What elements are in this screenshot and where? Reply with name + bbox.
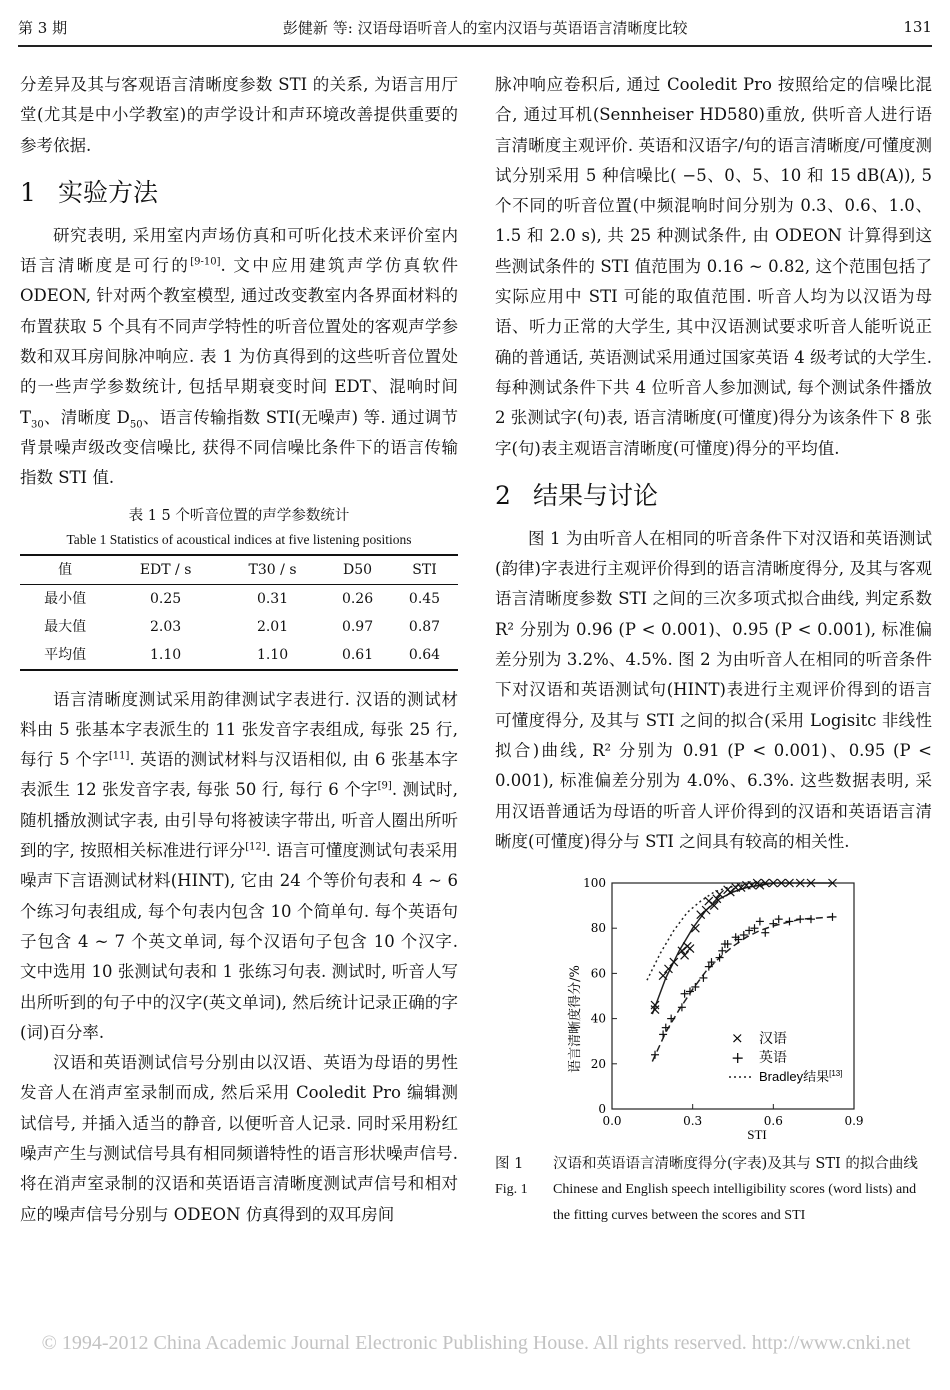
data-point-english <box>796 915 804 923</box>
text-span: 、清晰度 D <box>43 407 130 427</box>
x-axis-label: STI <box>747 1127 767 1142</box>
table-header-row <box>20 555 458 585</box>
table-header-cell: 值 <box>58 561 73 578</box>
data-point-chinese <box>681 951 689 959</box>
issue-number: 第 3 期 <box>18 18 68 37</box>
table-cell: 0.61 <box>341 646 374 663</box>
legend-label-bradley <box>759 1069 842 1084</box>
fit-curve-dotted <box>647 883 760 980</box>
data-point-chinese <box>686 945 694 953</box>
data-point-english <box>807 915 815 923</box>
section-number: 1 <box>20 177 36 207</box>
y-tick-label: 40 <box>590 1011 606 1026</box>
data-point-english <box>756 918 764 926</box>
y-tick-label: 20 <box>590 1056 606 1071</box>
data-point-chinese <box>716 890 724 898</box>
legend-label-english: 英语 <box>759 1050 787 1067</box>
table-cell: 1.10 <box>150 646 182 663</box>
table-cell: 最小值 <box>44 590 87 607</box>
data-point-chinese <box>705 897 713 905</box>
section-title: 结果与讨论 <box>533 480 659 510</box>
table-cell: 0.87 <box>408 618 441 635</box>
table-header-cell: T30 / s <box>248 561 297 578</box>
figure-caption-text: Chinese and English speech intelligibility scores (word lists) and the fitting curves between the scores and STI <box>553 1182 917 1224</box>
section-heading-2 <box>495 478 932 514</box>
figure-1 <box>495 871 932 1141</box>
legend-marker-x: × <box>731 1029 744 1048</box>
section-number: 2 <box>495 480 511 510</box>
text-span: . 语言可懂度测试句表采用噪声下言语测试材料(HINT), 它由 24 个等价句表和 4 ~ 6 个练习句表组成, 每个句表内包含 10 个简单句. 每个英语句子包含 4 ~ 7 个英文单词, 每个汉语句子包含 10 个汉字. 文中选用 10 张测试句表和 1 张练习句表. 测试时, 听音人写出所听到的句子中的汉字(英文单词), 然后统计记录正确的字(词)百分率. <box>20 841 458 1042</box>
table-cell: 1.10 <box>256 646 289 663</box>
y-axis-label: 语言清晰度得分/% <box>568 965 583 1073</box>
data-point-chinese <box>659 972 667 980</box>
data-point-english <box>775 915 783 923</box>
header-rule <box>18 45 932 47</box>
left-column <box>20 70 458 1230</box>
citation: [11] <box>108 750 130 762</box>
y-tick-label: 100 <box>583 876 606 891</box>
data-point-english <box>785 918 793 926</box>
table-cell: 2.03 <box>150 618 182 635</box>
y-tick-label: 80 <box>590 921 606 936</box>
figure-caption-cn <box>495 1151 932 1177</box>
running-title: 彭健新 等: 汉语母语听音人的室内汉语与英语语言清晰度比较 <box>282 18 688 37</box>
figure-label: Fig. 1 <box>495 1182 528 1198</box>
legend <box>729 1029 842 1084</box>
subscript: 30 <box>31 418 44 430</box>
x-tick-label: 0.3 <box>683 1114 703 1129</box>
x-tick-label: 0.0 <box>602 1114 622 1129</box>
section-title: 实验方法 <box>58 177 159 207</box>
table-cell: 0.97 <box>341 618 374 635</box>
page-number: 131 <box>903 18 932 36</box>
paragraph: 汉语和英语测试信号分别由以汉语、英语为母语的男性发音人在消声室录制而成, 然后采用 Cooledit Pro 编辑测试信号, 并插入适当的静音, 以便听音人记录. 同时采用粉红噪声产生与测试信号具有相同频谱特性的语言形状噪声信号. 将在消声室录制的汉语和英语语言清晰度测试声信号和相对应的噪声信号分别与 ODEON 仿真得到的双耳房间 <box>20 1053 458 1224</box>
figure-caption-en <box>495 1177 932 1229</box>
citation: [9] <box>377 780 392 792</box>
legend-label-bradley-text: Bradley结果 <box>759 1069 830 1085</box>
statistics-table <box>20 554 458 671</box>
citation: [12] <box>245 841 266 853</box>
table-header-cell: EDT / s <box>139 561 192 578</box>
table-header-cell: STI <box>412 561 437 578</box>
table-cell: 2.01 <box>256 618 289 635</box>
scatter-chart <box>495 871 932 1141</box>
table-cell: 0.31 <box>256 590 289 607</box>
running-header <box>18 14 932 40</box>
y-tick-label: 0 <box>598 1102 606 1117</box>
copyright-watermark: © 1994-2012 China Academic Journal Electronic Publishing House. All rights reserved. http://www.cnki.net <box>41 1332 911 1354</box>
data-point-chinese <box>702 906 710 914</box>
text-span: . 文中应用建筑声学仿真软件 ODEON, 针对两个教室模型, 通过改变教室内各界面材料的布置获取 5 个具有不同声学特性的听音位置处的客观声学参数和双耳房间脉冲响应. 表 1 为仿真得到的这些听音位置处的一些声学参数统计, 包括早期衰变时间 EDT、混响时间 T <box>20 256 459 427</box>
text-span: . 测试时, 随机播放测试字表, 由引导句将被读字带出, 听音人圈出所听到的字, 按照相关标准进行评分 <box>20 780 458 861</box>
text-span: 、语言传输指数 STI(无噪声) 等. 通过调节背景噪声级改变信噪比, 获得不同信噪比条件下的语言传输指数 STI 值. <box>20 407 458 488</box>
right-column <box>495 70 932 1229</box>
text-span: . 英语的测试材料与汉语相似, 由 6 张基本字表派生 12 张发音字表, 每张 50 行, 每行 6 个字 <box>20 750 458 800</box>
y-tick-label: 60 <box>590 966 606 981</box>
data-point-english <box>667 1015 675 1023</box>
table-cell: 0.45 <box>408 590 441 607</box>
table-cell: 0.26 <box>341 590 374 607</box>
data-point-english <box>651 1051 659 1059</box>
citation: [9-10] <box>190 256 221 268</box>
x-tick-label: 0.9 <box>844 1114 864 1129</box>
data-point-english <box>769 920 777 928</box>
table-cell: 0.64 <box>408 646 441 663</box>
figure-label: 图 1 <box>495 1156 524 1173</box>
paragraph: 分差异及其与客观语言清晰度参数 STI 的关系, 为语言用厅堂(尤其是中小学教室)的声学设计和声环境改善提供重要的参考依据. <box>20 75 458 155</box>
table-cell: 平均值 <box>44 646 87 663</box>
paragraph: 图 1 为由听音人在相同的听音条件下对汉语和英语测试(韵律)字表进行主观评价得到的语言清晰度得分, 及其与客观语言清晰度参数 STI 之间的三次多项式拟合曲线, 判定系数 R² 分别为 0.96 (P < 0.001)、0.95 (P < 0.001), 标准偏差分别为 3.2%、4.5%. 图 2 为由听音人在相同的听音条件下对汉语和英语测试句(HINT)表进行主观评价得到的语言可懂度得分, 及其与 STI 之间的拟合(采用 Logisitc 非线性拟合)曲线, R² 分别为 0.91 (P < 0.001)、0.95 (P < 0.001), 标准偏差分别为 4.0%、6.3%. 这些数据表明, 采用汉语普通话为母语的听音人评价得到的汉语和英语语言清晰度(可懂度)得分与 STI 之间具有较高的相关性. <box>495 528 932 851</box>
x-tick-label: 0.6 <box>763 1114 783 1129</box>
table-row <box>20 641 458 670</box>
table-row <box>20 584 458 613</box>
data-point-chinese <box>670 958 678 966</box>
section-heading-1 <box>20 175 458 211</box>
table-cell: 0.25 <box>150 590 182 607</box>
table-caption-en: Table 1 Statistics of acoustical indices at five listening positions <box>66 531 412 547</box>
text-span: 语言清晰度测试采用韵律测试字表进行. 汉语的测试材料由 5 张基本字表派生的 11 张发音字表组成, 每张 25 行, 每行 5 个字 <box>20 689 458 770</box>
data-point-english <box>699 974 707 982</box>
legend-citation: [13] <box>829 1069 843 1079</box>
table-cell: 最大值 <box>44 618 87 635</box>
data-point-english <box>828 913 836 921</box>
paragraph <box>20 685 458 1049</box>
figure-caption-text: 汉语和英语语言清晰度得分(字表)及其与 STI 的拟合曲线 <box>553 1156 918 1173</box>
subscript: 50 <box>129 418 143 430</box>
paragraph <box>20 221 458 494</box>
paragraph: 脉冲响应卷积后, 通过 Cooledit Pro 按照给定的信噪比混合, 通过耳机(Sennheiser HD580)重放, 供听音人进行语言清晰度主观评价. 英语和汉语字/句的语言清晰度/可懂度测试分别采用 5 种信噪比( −5、0、5、10 和 15 dB(A)), 5 个不同的听音位置(中频混响时间分别为 0.3、0.6、1.0、1.5 和 2.0 s), 共 25 种测试条件, 由 ODEON 计算得到这些测试条件的 STI 值范围为 0.16 ~ 0.82, 这个范围包括了实际应用中 STI 可能的取值范围. 听音人均为以汉语为母语、听力正常的大学生, 其中汉语测试要求听音人能听说正确的普通话, 英语测试采用通过国家英语 4 级考试的大学生. 每种测试条件下共 4 位听音人参加测试, 每个测试条件播放 2 张测试字(句)表, 语言清晰度(可懂度)得分为该条件下 8 张字(句)表主观语言清晰度(可懂度)得分的平均值. <box>495 75 932 458</box>
table-row <box>20 613 458 641</box>
table-caption-cn: 表 1 5 个听音位置的声学参数统计 <box>128 507 350 524</box>
legend-label-chinese: 汉语 <box>759 1031 787 1048</box>
text-span: 研究表明, 采用室内声场仿真和可听化技术来评价室内语言清晰度是可行的 <box>20 225 458 276</box>
legend-marker-plus: + <box>731 1048 745 1068</box>
table-header-cell: D50 <box>343 561 373 578</box>
